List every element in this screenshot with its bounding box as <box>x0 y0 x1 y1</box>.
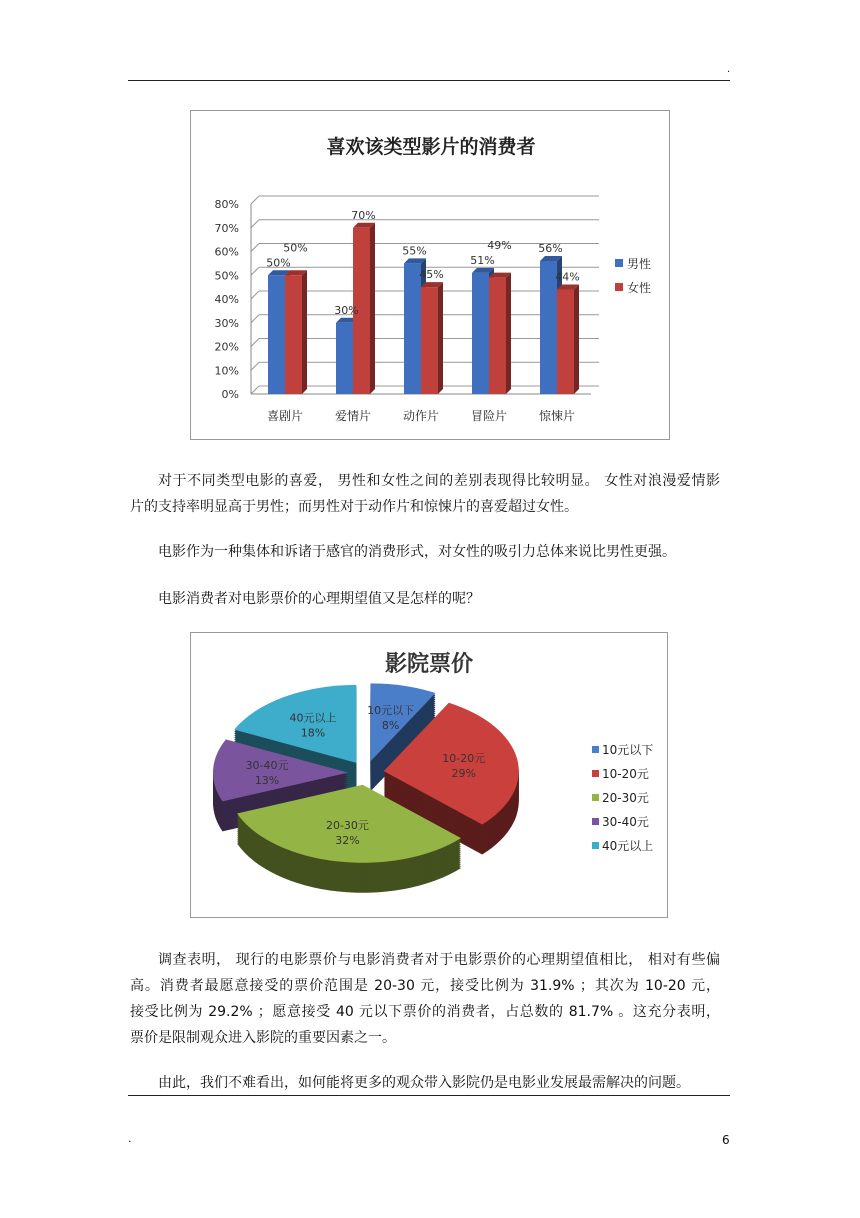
paragraph-line: 由此，我们不难看出，如何能将更多的观众带入影院仍是电影业发展最需解决的问题。 <box>158 1075 690 1091</box>
bar-chart <box>191 111 669 439</box>
bar-男性 <box>268 275 285 394</box>
paragraph-line: 对于不同类型电影的喜爱， 男性和女性之间的差别表现得比较明显。 女性对浪漫爱情影 <box>158 473 720 489</box>
bar-side <box>506 273 511 394</box>
bar-chart-frame <box>190 110 670 440</box>
legend-swatch <box>592 746 599 753</box>
data-label: 70% <box>351 208 376 222</box>
paragraph-line: 调查表明， 现行的电影票价与电影消费者对于电影票价的心理期望值相比， 相对有些偏 <box>158 952 720 968</box>
y-tick-label: 40% <box>214 293 239 306</box>
legend-label: 10-20元 <box>602 767 649 781</box>
y-tick-label: 70% <box>214 221 239 235</box>
footer-dot: . <box>128 1132 132 1145</box>
chart-title: 喜欢该类型影片的消费者 <box>326 136 536 158</box>
gridline-depth <box>251 386 259 394</box>
gridline-depth <box>251 291 259 299</box>
gridline-depth <box>251 315 259 323</box>
pie-chart <box>191 633 667 917</box>
bar-男性 <box>472 273 489 394</box>
data-label: 49% <box>487 238 512 252</box>
slice-label: 10元以下 <box>367 704 415 718</box>
chart-title: 影院票价 <box>384 652 474 677</box>
data-label: 55% <box>402 244 427 258</box>
bar-女性 <box>489 278 506 394</box>
data-label: 45% <box>419 268 444 282</box>
slice-label: 30-40元 <box>245 759 289 773</box>
slice-percent: 32% <box>335 833 360 847</box>
paragraph-line: 片的支持率明显高于男性；而男性对于动作片和惊悚片的喜爱超过女性。 <box>130 499 578 515</box>
gridline-depth <box>251 220 259 228</box>
y-tick-label: 10% <box>214 364 239 378</box>
paragraph-line: 电影消费者对电影票价的心理期望值又是怎样的呢？ <box>158 591 480 607</box>
x-tick-label: 喜剧片 <box>266 409 304 423</box>
paragraph-line: 票价是限制观众进入影院的重要因素之一。 <box>130 1030 396 1046</box>
bar-女性 <box>557 290 574 395</box>
gridline-depth <box>251 244 259 252</box>
bar-女性 <box>421 287 438 394</box>
x-tick-label: 爱情片 <box>334 409 372 423</box>
header-rule <box>128 80 730 81</box>
legend-swatch <box>592 842 599 849</box>
legend-label: 女性 <box>627 281 652 295</box>
gridline-depth <box>251 339 259 347</box>
slice-label: 40元以上 <box>289 711 337 725</box>
data-label: 56% <box>538 242 563 255</box>
data-label: 51% <box>470 253 495 267</box>
slice-label: 10-20元 <box>442 751 486 765</box>
x-tick-label: 惊悚片 <box>538 409 576 423</box>
bar-男性 <box>336 323 353 394</box>
y-tick-label: 60% <box>214 245 239 259</box>
slice-percent: 18% <box>300 726 326 740</box>
bar-男性 <box>404 263 421 394</box>
bar-女性 <box>285 275 302 394</box>
slice-percent: 13% <box>254 774 280 788</box>
bar-side <box>574 285 579 395</box>
x-tick-label: 动作片 <box>402 409 440 423</box>
paragraph-line: 接受比例为 29.2% ；愿意接受 40 元以下票价的消费者，占总数的 81.7% 。这充分表明， <box>130 1004 720 1020</box>
legend-label: 30-40元 <box>602 815 649 829</box>
gridline-depth <box>251 267 259 275</box>
slice-percent: 8% <box>381 719 400 733</box>
data-label: 50% <box>266 256 291 270</box>
gridline-depth <box>251 362 259 370</box>
y-tick-label: 30% <box>214 316 239 330</box>
page-number: 6 <box>722 1133 730 1147</box>
y-tick-label: 80% <box>214 198 239 211</box>
gridline-depth <box>251 196 259 204</box>
paragraph-line: 电影作为一种集体和诉诸于感官的消费形式，对女性的吸引力总体来说比男性更强。 <box>158 544 676 560</box>
legend-label: 20-30元 <box>602 791 649 805</box>
slice-label: 20-30元 <box>325 818 369 832</box>
data-label: 50% <box>283 241 308 255</box>
data-label: 44% <box>555 270 580 284</box>
bar-side <box>370 223 375 394</box>
legend-swatch <box>615 259 623 267</box>
y-tick-label: 50% <box>214 269 239 283</box>
paragraph-line: 高。消费者最愿意接受的票价范围是 20-30 元，接受比例为 31.9% ；其次为 10-20 元， <box>130 978 720 994</box>
y-tick-label: 0% <box>221 388 239 401</box>
legend-swatch <box>592 794 599 801</box>
header-dot: . <box>727 64 731 75</box>
bar-side <box>438 282 443 394</box>
slice-percent: 29% <box>451 766 477 780</box>
legend-swatch <box>592 770 599 777</box>
pie-chart-frame <box>190 632 668 918</box>
legend-swatch <box>615 283 623 291</box>
x-tick-label: 冒险片 <box>470 409 508 423</box>
bar-side <box>302 270 307 394</box>
footer-rule <box>128 1095 730 1096</box>
data-label: 30% <box>334 303 359 317</box>
legend-label: 男性 <box>627 257 652 271</box>
legend-swatch <box>592 818 599 825</box>
y-tick-label: 20% <box>214 340 239 354</box>
legend-label: 10元以下 <box>602 743 654 757</box>
legend-label: 40元以上 <box>602 839 654 853</box>
